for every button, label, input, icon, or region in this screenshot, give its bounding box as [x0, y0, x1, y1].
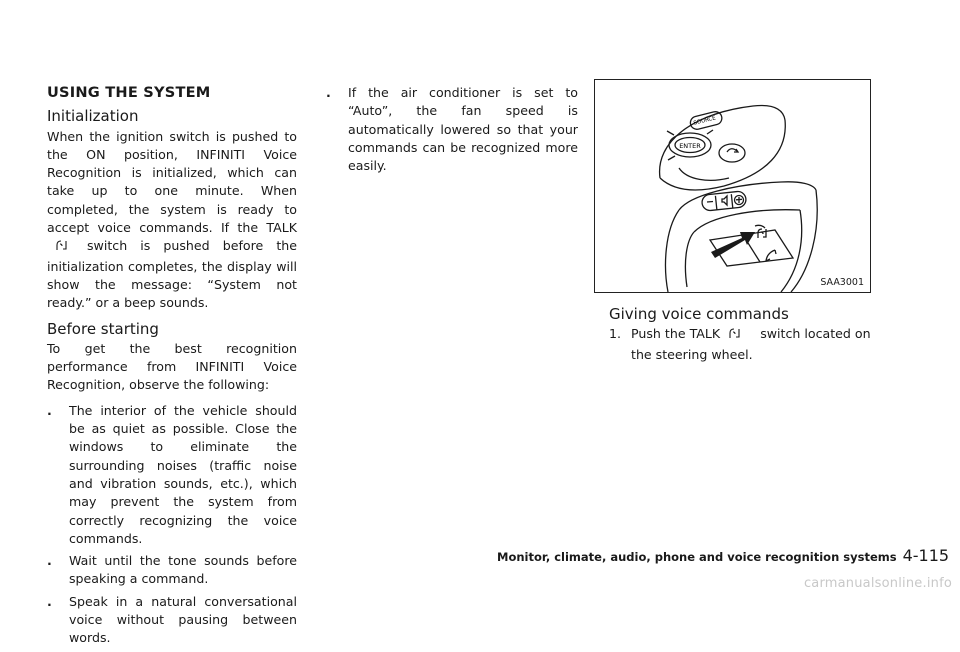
bullet-text: Speak in a natural conversational voice without pausing between words.	[69, 593, 297, 646]
source-button-label: SOURCE	[693, 115, 717, 127]
bullet-marker: .	[47, 402, 52, 418]
initialization-paragraph	[47, 128, 297, 313]
watermark: carmanualsonline.info	[803, 576, 952, 591]
middle-column	[326, 84, 578, 179]
steering-wheel-switch-figure	[594, 79, 871, 293]
talk-switch-icon	[47, 238, 87, 257]
bullet-text: If the air conditioner is set to “Auto”, the fan speed is automatically lowered so that your commands can be recognized more easily.	[348, 85, 578, 174]
initialization-text-before: When the ignition switch is pushed to the ON position, INFINITI Voice Recognition is initialized, which can take up to one minute. When completed, the system is ready to accept voice commands. If the TALK	[47, 128, 297, 236]
before-starting-heading: Before starting	[47, 319, 159, 338]
step-text-after: switch located on the steering wheel.	[631, 326, 871, 362]
bullet-marker: .	[326, 85, 331, 100]
steering-wheel-illustration	[595, 80, 870, 292]
step-item	[609, 325, 871, 364]
bullet-text: The interior of the vehicle should be as quiet as possible. Close the windows to eliminate the surrounding noises (traffic noise and vibration sounds, etc.), which may prevent the system from correctly recognizing the voice commands.	[69, 402, 297, 546]
bullet-marker: .	[47, 553, 52, 569]
step-text-before: Push the TALK	[631, 326, 721, 342]
figure-code: SAA3001	[820, 277, 864, 288]
page-footer	[497, 546, 950, 565]
bullet-text: Wait until the tone sounds before speaking a command.	[69, 553, 297, 587]
list-item	[47, 593, 297, 648]
list-item	[326, 84, 578, 175]
page-number: 4-115	[902, 546, 950, 565]
footer-section-title: Monitor, climate, audio, phone and voice recognition systems	[497, 550, 897, 564]
list-item	[47, 402, 297, 548]
right-column	[609, 305, 871, 364]
before-starting-intro: To get the best recognition performance from INFINITI Voice Recognition, observe the following:	[47, 340, 297, 393]
enter-button-label: ENTER	[679, 142, 701, 150]
list-item	[47, 552, 297, 589]
step-number: 1.	[609, 326, 622, 342]
talk-switch-icon	[720, 326, 760, 345]
section-title: USING THE SYSTEM	[47, 84, 211, 101]
giving-voice-commands-heading: Giving voice commands	[609, 305, 789, 323]
bullet-marker: .	[47, 593, 52, 609]
initialization-heading: Initialization	[47, 107, 139, 126]
left-column	[47, 84, 297, 652]
initialization-text-after: switch is pushed before the initialization completes, the display will show the message: “System not ready.” or a beep sounds.	[47, 238, 297, 311]
